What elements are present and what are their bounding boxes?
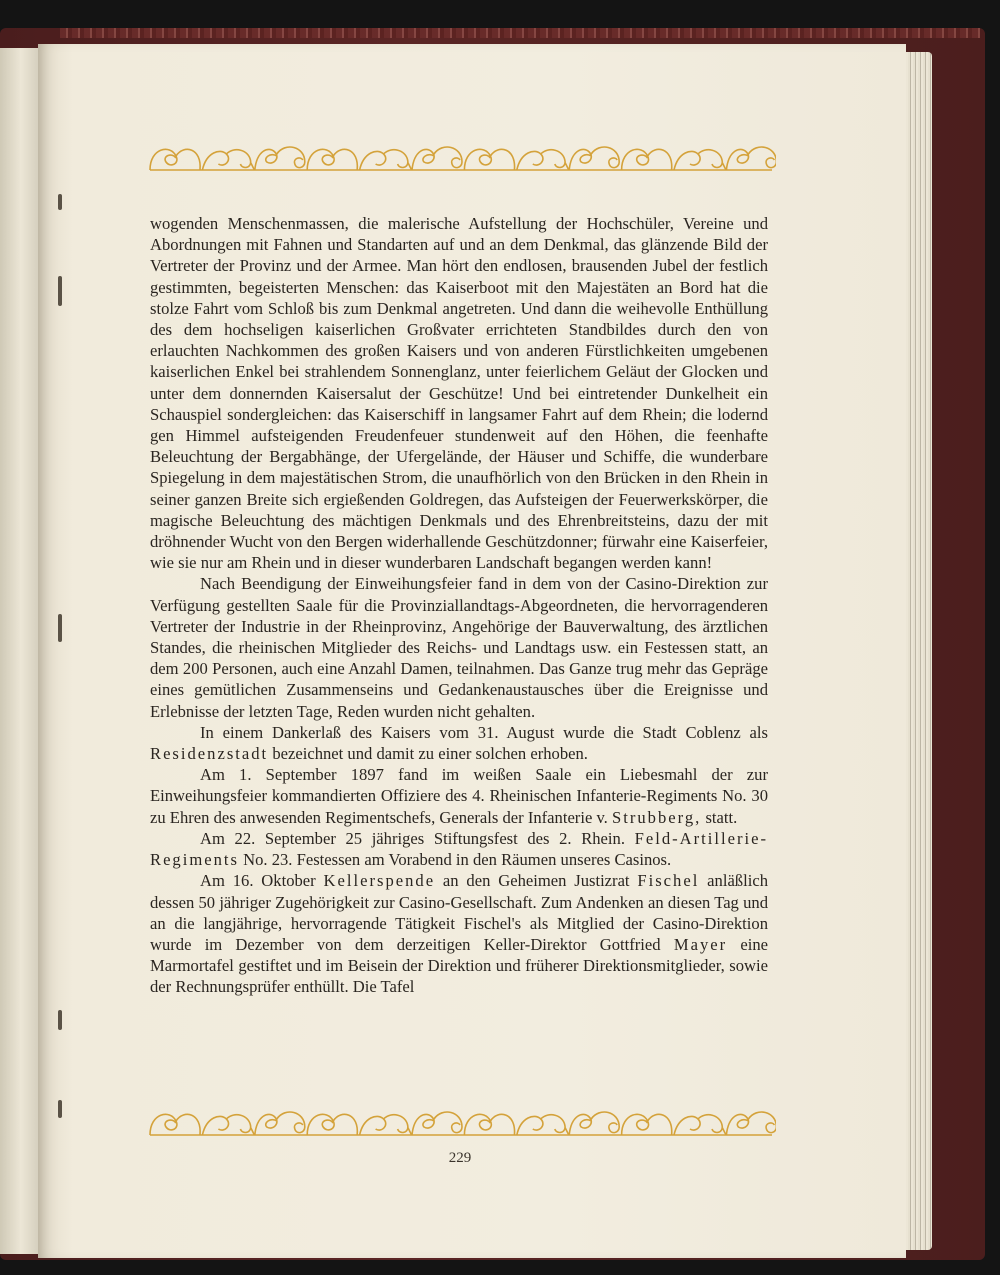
emphasized-term: Residenzstadt (150, 744, 269, 764)
ornament-motif (412, 1112, 462, 1135)
paragraph-4 (150, 764, 768, 828)
ornament-motif (150, 149, 200, 170)
paragraph-text: Am 22. September 25 jähriges Stiftungsfest des 2. Rhein. (200, 828, 625, 848)
ornament-motif (255, 147, 305, 170)
ornament-motif (674, 1115, 726, 1135)
paragraph-text: In einem Dankerlaß des Kaisers vom 31. August wurde die Stadt Coblenz als (200, 722, 768, 742)
ornament-motif (517, 150, 569, 170)
ornament-vine-icon (146, 1103, 776, 1141)
ornament-motif (360, 150, 412, 170)
ornament-motif (412, 147, 462, 170)
binding-marks (54, 184, 66, 1184)
emphasized-term: Feld-Artillerie-Regiments (150, 828, 768, 870)
ornament-motif (255, 1112, 305, 1135)
ornament-motif (726, 1112, 776, 1135)
paragraph-text: anläßlich dessen 50 jähriger Zugehörigkeit zur Casino-Gesellschaft. Zum Andenken an diesen Tag und an die langjährige, hervorragende Tätigkeit Fischel's als Mitglied der Casino-Direktion wurde im Dezember von dem derzeitigen Keller-Direktor Gottfried (150, 871, 768, 954)
emphasized-term: Fischel (637, 871, 700, 891)
ornament-motif (307, 1114, 357, 1135)
ornament-motif (622, 1114, 672, 1135)
ornament-motif (150, 1114, 200, 1135)
left-page-edge (0, 48, 39, 1254)
ornament-motif (464, 149, 514, 170)
paragraph-text: bezeichnet und damit zu einer solchen erhoben. (272, 744, 588, 764)
ornament-motif (569, 147, 619, 170)
emphasized-term: Kellerspende (323, 871, 436, 891)
top-ornament-border (146, 138, 776, 176)
paragraph-2 (150, 573, 768, 721)
paragraph-text: wogenden Menschenmassen, die malerische Aufstellung der Hochschüler, Vereine und Abordnungen mit Fahnen und Standarten auf und an dem Denkmal, das glänzende Bild der Vertreter der Provinz und der Armee. Man hört den endlosen, brausenden Jubel der festlich gestimmten, begeisterten Menschen: das Kaiserboot mit den Majestäten an Bord hat die stolze Fahrt vom Schloß bis zum Denkmal angetreten. Und dann die weihevolle Enthüllung des dem hochseligen kaiserlichen Großvater errichteten Standbildes durch den von erlauchten Nachkommen des großen Kaisers und von anderen Fürstlichkeiten umgebenen kaiserlichen Enkel bei strahlendem Sonnenglanz, unter feierlichem Geläut der Glocken und unter dem donnernden Kaisersalut der Geschütze! Und bei eintretender Dunkelheit ein Schauspiel sondergleichen: das Kaiserschiff in langsamer Fahrt auf dem Rhein; die lodernd gen Himmel aufsteigenden Freudenfeuer stundenweit auf den Höhen, die feenhafte Beleuchtung der Bergabhänge, der Ufergelände, der Häuser und Schiffe, die wunderbare Spiegelung in dem majestätischen Strom, die unaufhörlich von den Brücken in den Rhein in seiner ganzen Breite sich ergießenden Goldregen, das Aufsteigen der Feuerwerkskörper, die magische Beleuchtung des mächtigen Denkmals und des Ehrenbreitsteins, dazu der mit dröhnender Wucht von den Bergen widerhallende Geschützdonner; fürwahr eine Kaiserfeier, wie sie nur am Rhein und in dieser wunderbaren Landschaft begangen werden kann! (150, 214, 768, 573)
ornament-vine-icon (146, 138, 776, 176)
paragraph-text: Am 16. Oktober (200, 871, 316, 891)
bottom-ornament-border (146, 1103, 776, 1141)
paragraph-5 (150, 828, 768, 870)
ornament-motif (202, 1115, 254, 1135)
paragraph-text: No. 23. Festessen am Vorabend in den Räumen unseres Casinos. (243, 850, 672, 870)
ornament-motif (307, 149, 357, 170)
ornament-motif (674, 150, 726, 170)
ornament-motif (360, 1115, 412, 1135)
paragraph-text: an den Geheimen Justizrat (442, 871, 630, 891)
emphasized-term: Mayer (673, 934, 728, 954)
emphasized-term: Strubberg, (611, 807, 702, 827)
paragraph-6 (150, 870, 768, 997)
page-number: 229 (448, 1150, 472, 1166)
ornament-motif (517, 1115, 569, 1135)
paragraph-3 (150, 722, 768, 764)
paragraph-text: statt. (705, 807, 738, 827)
ornament-motif (569, 1112, 619, 1135)
paragraph-text: eine Marmortafel gestiftet und im Beisein der Direktion und früherer Direktionsmitglieder, sowie der Rechnungsprüfer enthüllt. Die Tafel (150, 934, 769, 997)
ornament-motif (202, 150, 254, 170)
ornament-motif (622, 149, 672, 170)
ornament-motif (726, 147, 776, 170)
cover-top-edge (60, 28, 980, 38)
ornament-motif (464, 1114, 514, 1135)
paragraph-text: Nach Beendigung der Einweihungsfeier fand in dem von der Casino-Direktion zur Verfügung gestellten Saale für die Provinziallandtags-Abgeordneten, die hervorragenderen Vertreter der Industrie in der Rheinprovinz, Angehörige der Bauverwaltung, des ärztlichen Standes, die rheinischen Mitglieder des Reichs- und Landtags usw. ein Festessen statt, an dem 200 Personen, auch eine Anzahl Damen, teilnahmen. Das Ganze trug mehr das Gepräge eines gemütlichen Zusammenseins und Gedankenaustausches über die Ereignisse und Erlebnisse der letzten Tage, Reden wurden nicht gehalten. (150, 574, 768, 721)
paragraph-text: Am 1. September 1897 fand im weißen Saale ein Liebesmahl der zur Einweihungsfeier kommandierten Offiziere des 4. Rheinischen Infanterie-Regiments No. 30 zu Ehren des anwesenden Regimentschefs, Generals der Infanterie v. (150, 765, 768, 827)
paragraph-1 (150, 213, 768, 573)
page-body-text (150, 213, 768, 998)
